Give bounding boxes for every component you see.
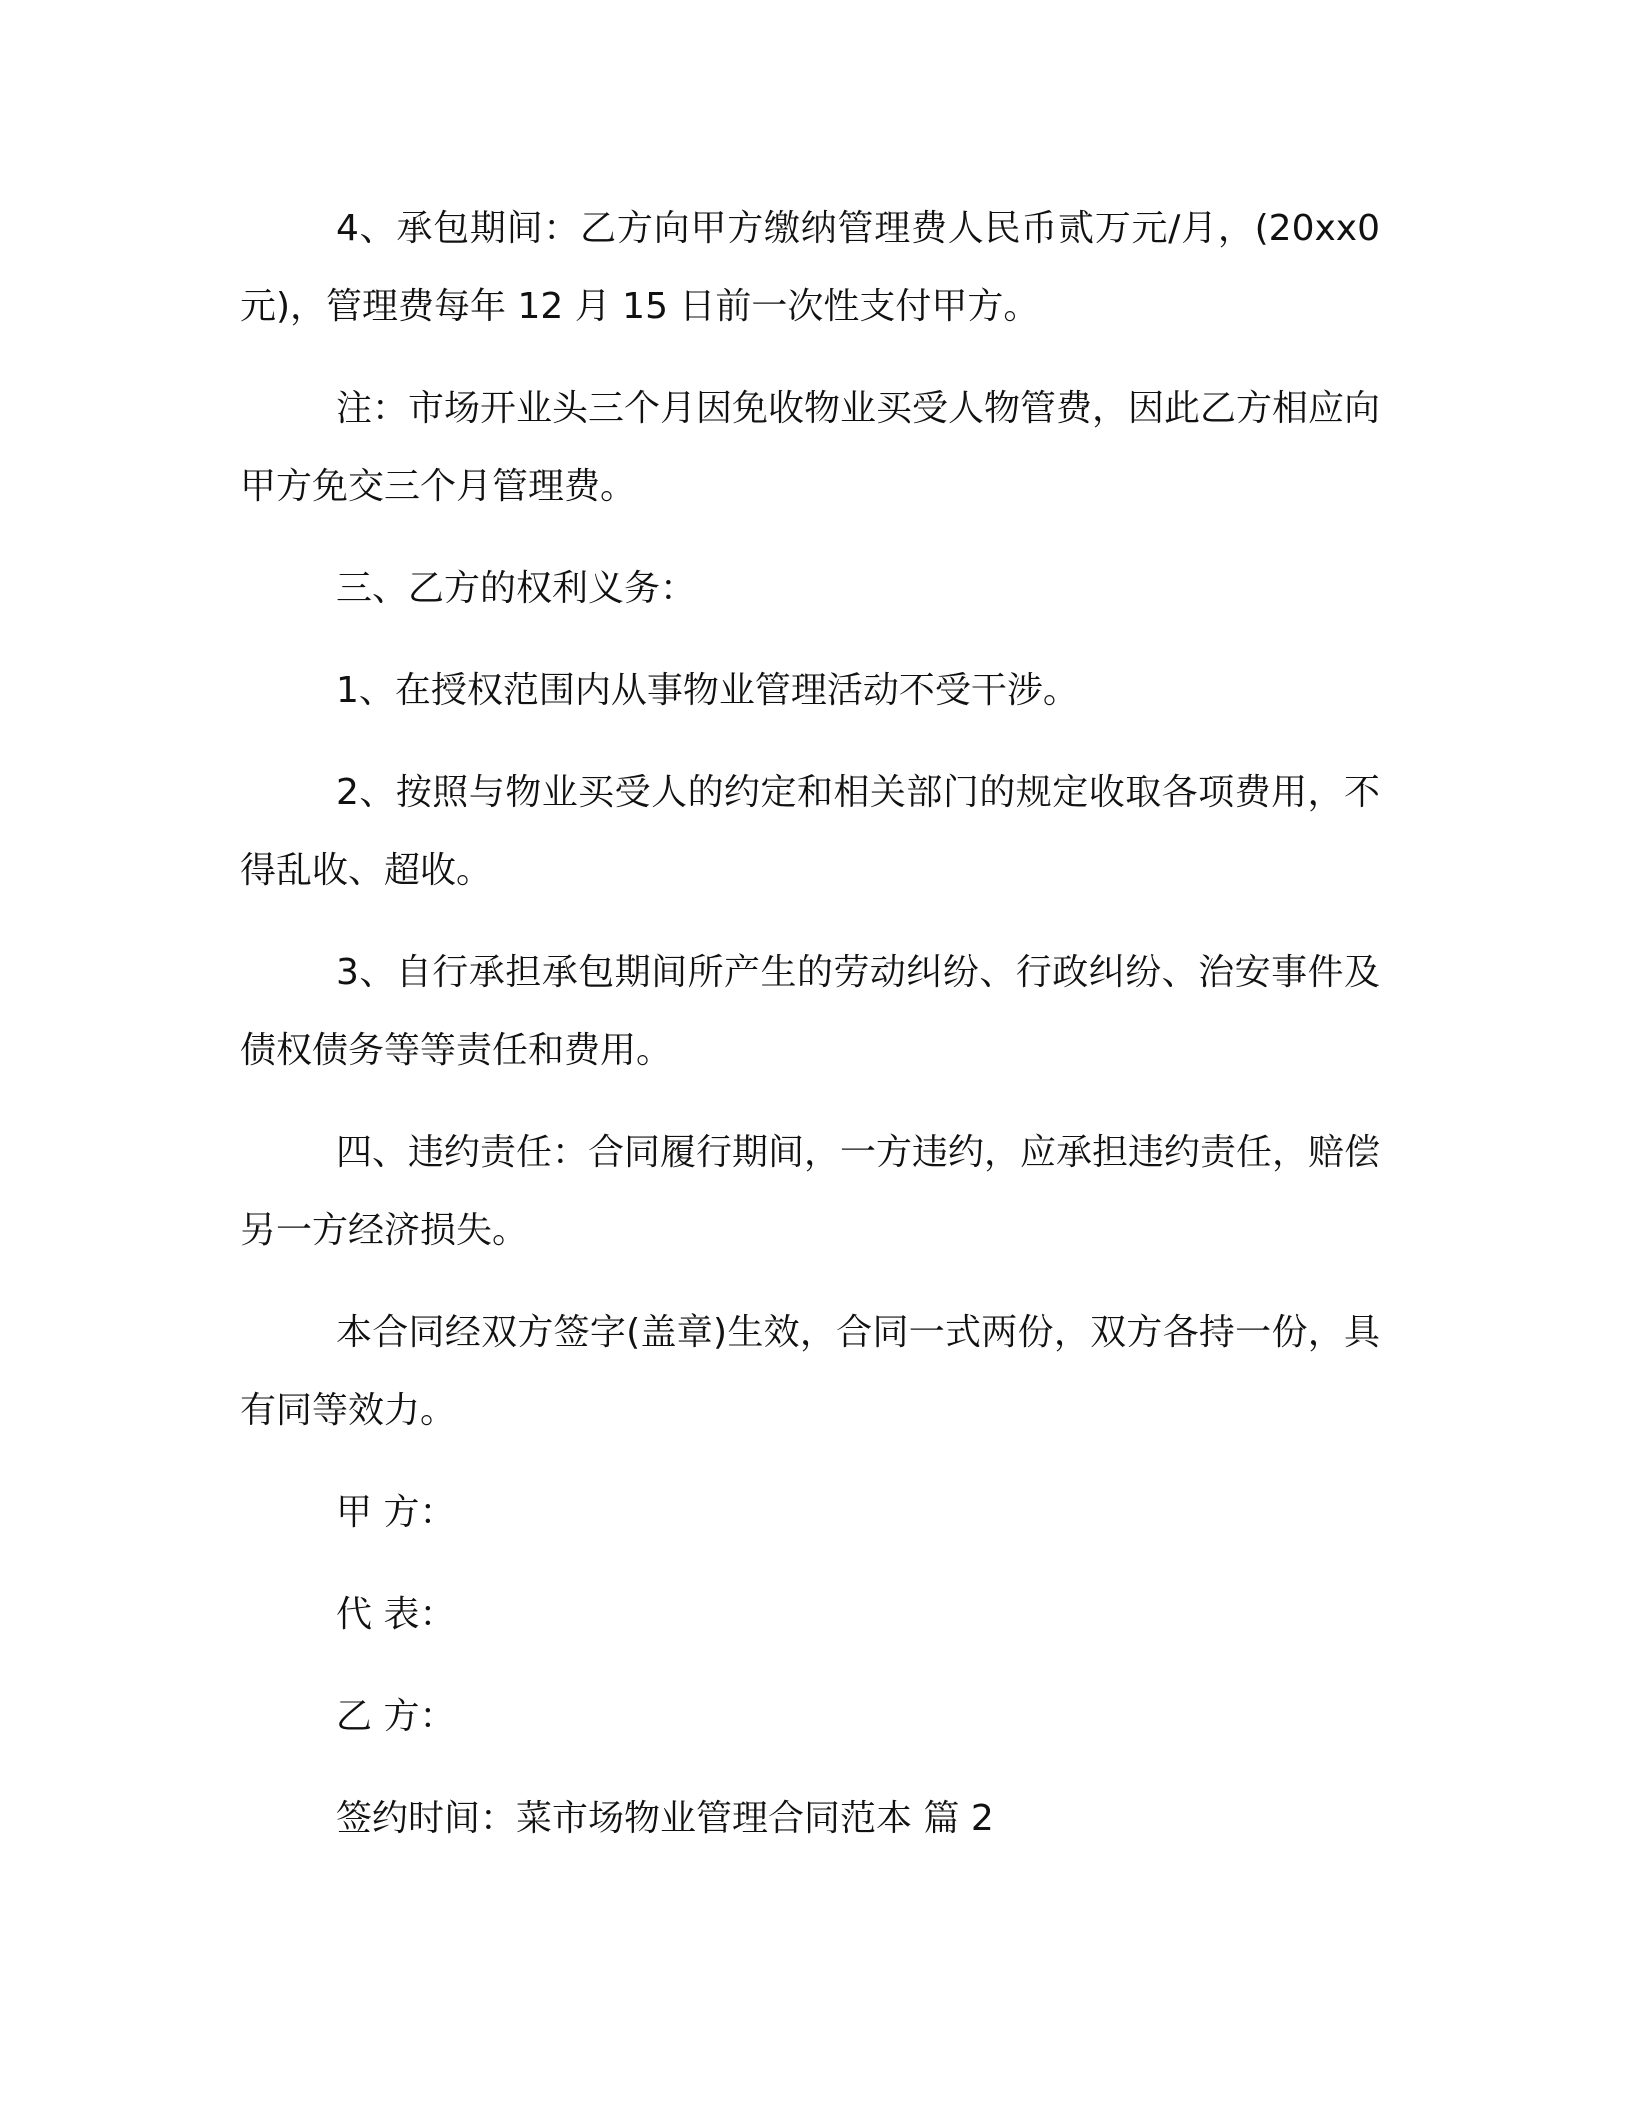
paragraph-right-3: 3、自行承担承包期间所产生的劳动纠纷、行政纠纷、治安事件及债权债务等等责任和费用。 <box>240 952 1380 1071</box>
signature-date: 签约时间：菜市场物业管理合同范本 篇 2 <box>336 1798 994 1839</box>
signature-party-a: 甲 方： <box>336 1492 456 1533</box>
section-heading-party-b-rights: 三、乙方的权利义务： <box>336 568 697 609</box>
paragraph-contract-effect: 本合同经双方签字(盖章)生效，合同一式两份，双方各持一份，具有同等效力。 <box>240 1312 1380 1431</box>
paragraph-right-2: 2、按照与物业买受人的约定和相关部门的规定收取各项费用，不得乱收、超收。 <box>240 772 1380 891</box>
paragraph-fee-exemption-note: 注：市场开业头三个月因免收物业买受人物管费，因此乙方相应向甲方免交三个月管理费。 <box>240 388 1381 507</box>
signature-party-b: 乙 方： <box>336 1696 456 1737</box>
paragraph-breach-liability: 四、违约责任：合同履行期间，一方违约，应承担违约责任，赔偿另一方经济损失。 <box>240 1132 1381 1251</box>
document-body <box>240 190 1380 1882</box>
paragraph-payment-terms: 4、承包期间：乙方向甲方缴纳管理费人民币贰万元/月，(20xx0元)，管理费每年 12 月 15 日前一次性支付甲方。 <box>240 208 1380 327</box>
paragraph-right-1: 1、在授权范围内从事物业管理活动不受干涉。 <box>336 670 1079 711</box>
signature-representative: 代 表： <box>336 1594 456 1635</box>
